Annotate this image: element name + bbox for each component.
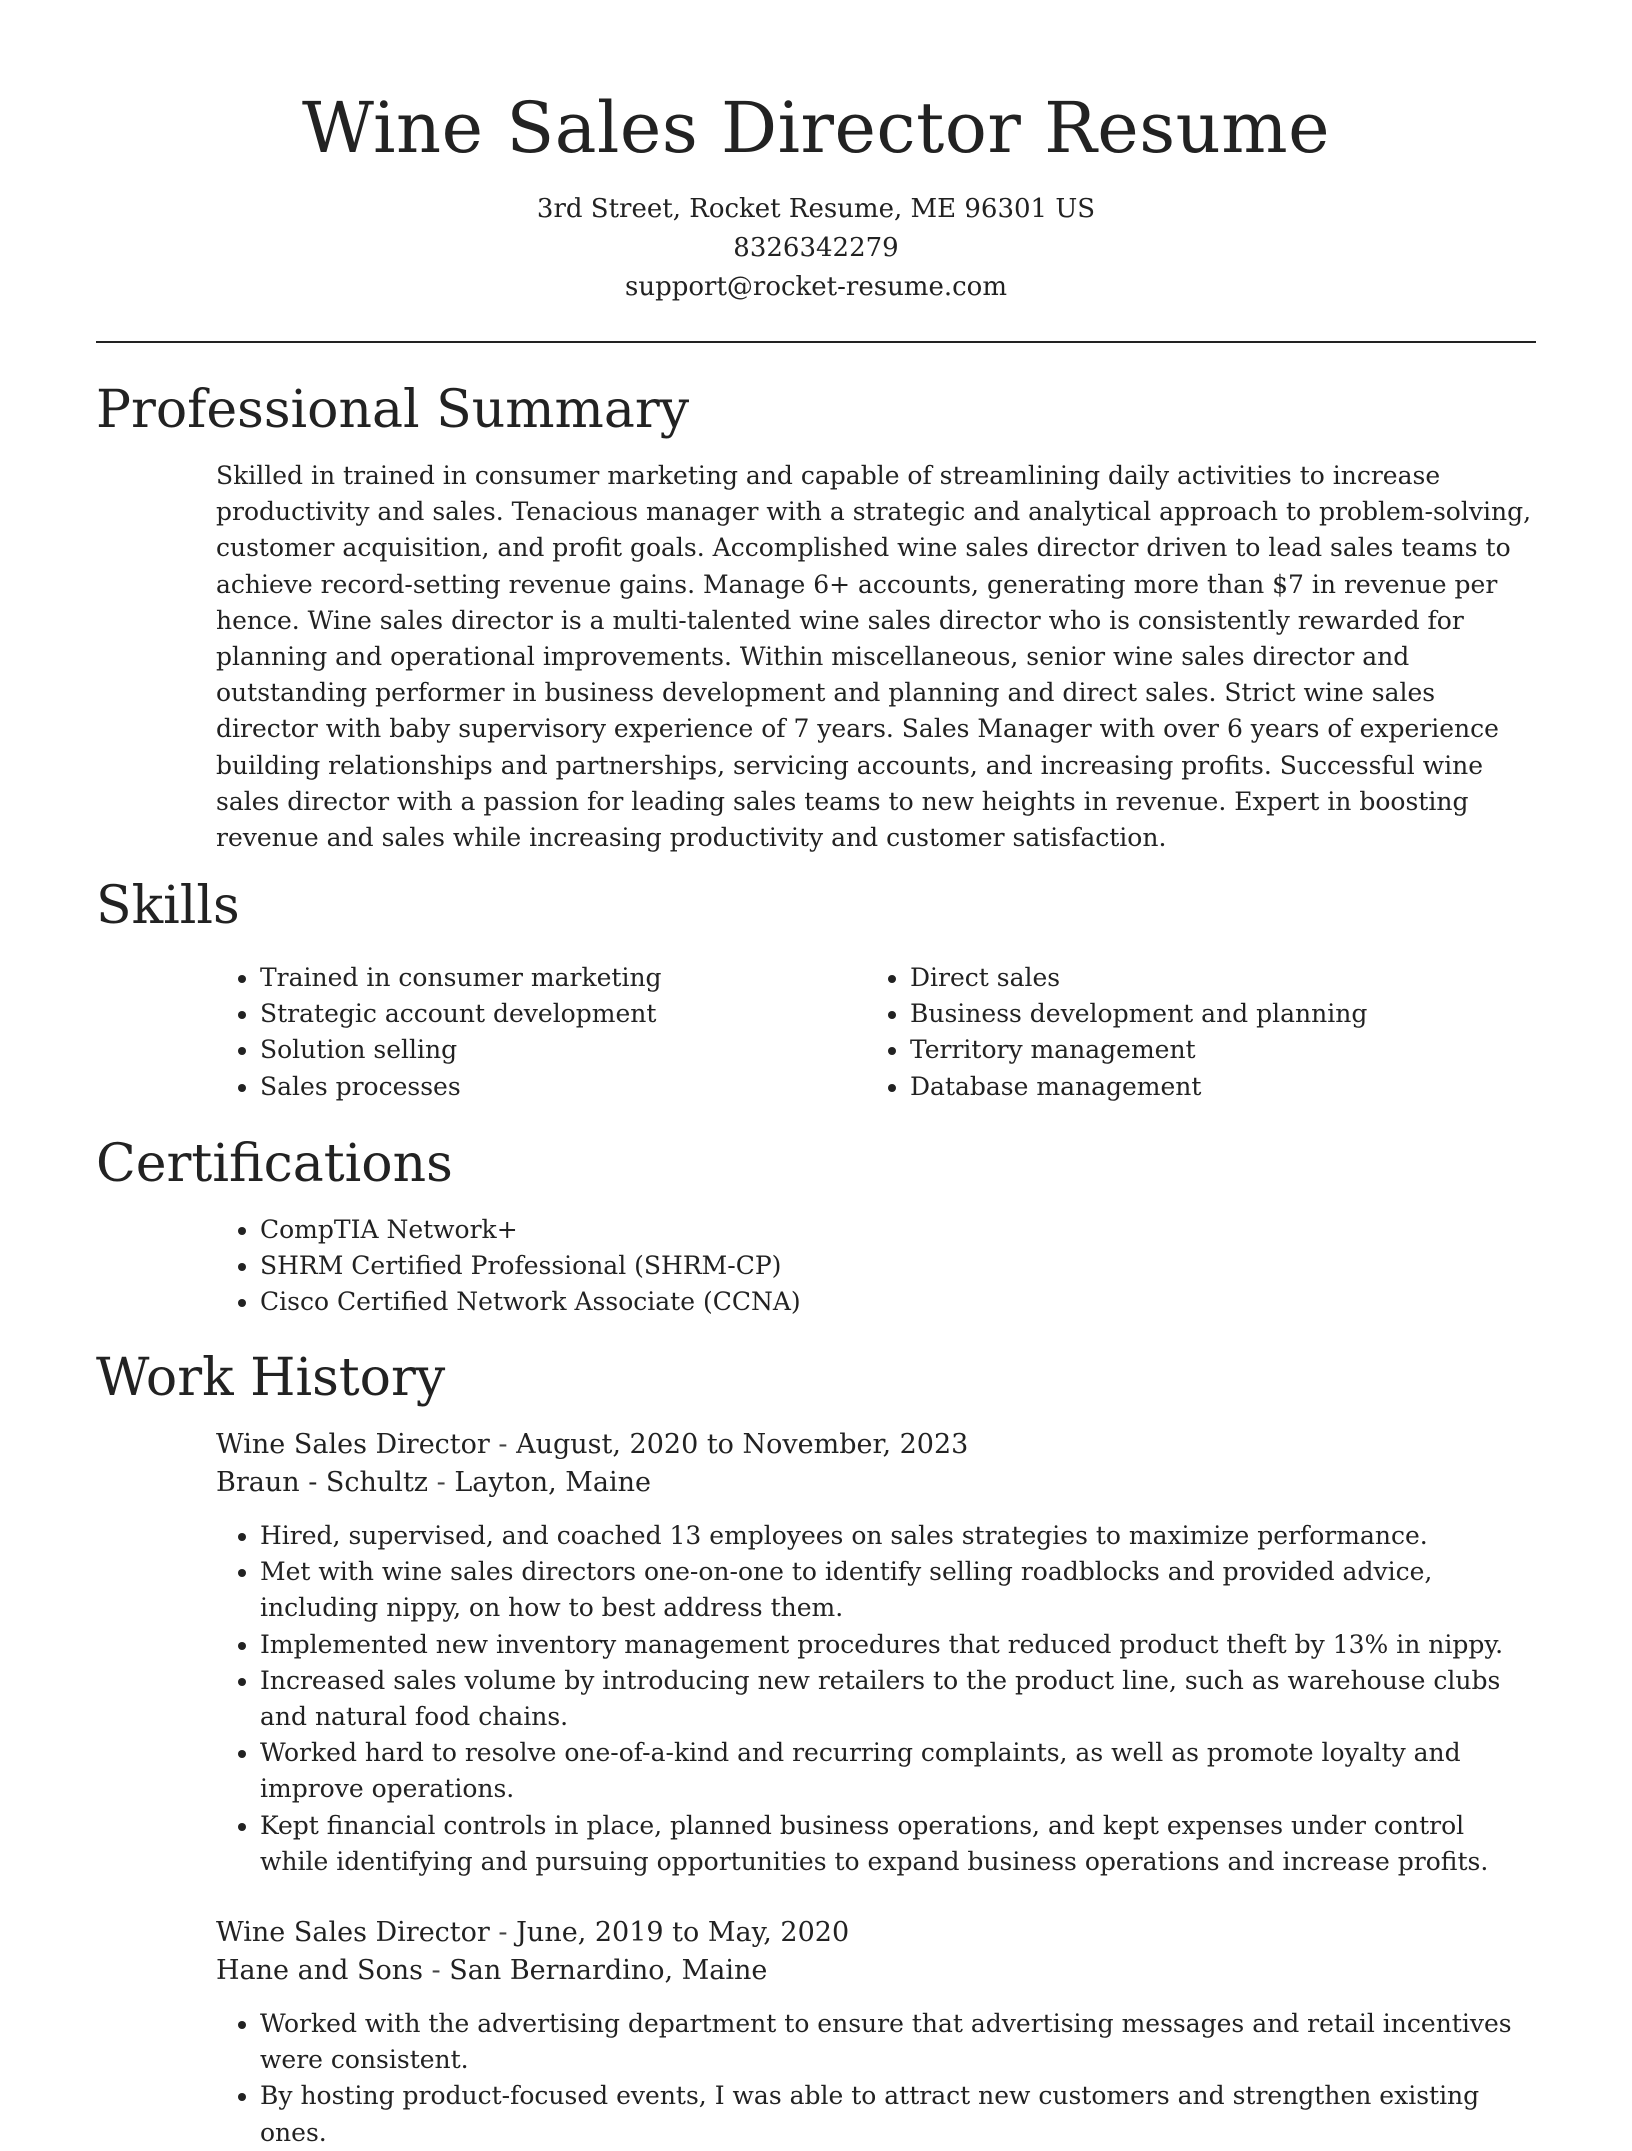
job-bullets xyxy=(216,2006,1540,2151)
contact-address: 3rd Street, Rocket Resume, ME 96301 US xyxy=(536,194,1096,224)
certification-item: • Cisco Certified Network Associate (CCNA) xyxy=(260,1284,1540,1320)
skill-item: • Database management xyxy=(910,1069,1516,1105)
skill-item: • Sales processes xyxy=(260,1069,866,1105)
certification-item: • CompTIA Network+ xyxy=(260,1212,1540,1248)
job-location: Layton, Maine xyxy=(454,1467,652,1498)
job-bullet: • Implemented new inventory management procedures that reduced product theft by 13% in nippy. xyxy=(260,1627,1540,1663)
skill-item: • Trained in consumer marketing xyxy=(260,960,866,996)
job-bullet: • Hired, supervised, and coached 13 employees on sales strategies to maximize performance. xyxy=(260,1518,1540,1554)
job-company: Braun - Schultz xyxy=(216,1467,429,1498)
skill-item: • Direct sales xyxy=(910,960,1516,996)
job-company: Hane and Sons xyxy=(216,1955,423,1986)
skill-item: • Strategic account development xyxy=(260,996,866,1032)
certifications-list xyxy=(216,1212,1540,1321)
job-entry xyxy=(216,1914,1540,2151)
work-history-heading: Work History xyxy=(96,1348,446,1408)
skill-item: • Solution selling xyxy=(260,1032,866,1068)
job-dates: June, 2019 to May, 2020 xyxy=(516,1917,850,1948)
summary-text: Skilled in trained in consumer marketing and capable of streamlining daily activities to increase productivity and sales. Tenacious manager with a strategic and analytical approach to problem-solving, customer acquisition, and profit goals. Accomplished wine sales director driven to lead sales teams to achieve record-setting revenue gains. Manage 6+ accounts, generating more than $7 in revenue per hence. Wine sales director is a multi-talented wine sales director who is consistently rewarded for planning and operational improvements. Within miscellaneous, senior wine sales director and outstanding performer in business development and planning and direct sales. Strict wine sales director with baby supervisory experience of 7 years. Sales Manager with over 6 years of experience building relationships and partnerships, servicing accounts, and increasing profits. Successful wine sales director with a passion for leading sales teams to new heights in revenue. Expert in boosting revenue and sales while increasing productivity and customer satisfaction. xyxy=(216,461,1532,853)
job-title-line: Wine Sales Director - August, 2020 to November, 2023 xyxy=(216,1429,969,1460)
skills-column-right xyxy=(866,960,1516,1105)
certification-item: • SHRM Certified Professional (SHRM-CP) xyxy=(260,1248,1540,1284)
skills-column-left xyxy=(216,960,866,1105)
job-company-line: Hane and Sons - San Bernardino, Maine xyxy=(216,1955,768,1986)
job-bullet: • Worked with the advertising department to ensure that advertising messages and retail incentives were consistent. xyxy=(260,2006,1540,2078)
job-bullet: • Worked hard to resolve one-of-a-kind and recurring complaints, as well as promote loyalty and improve operations. xyxy=(260,1735,1540,1807)
job-dates: August, 2020 to November, 2023 xyxy=(516,1429,969,1460)
job-bullet: • Met with wine sales directors one-on-one to identify selling roadblocks and provided advice, including nippy, on how to best address them. xyxy=(260,1554,1540,1626)
contact-email: support@rocket-resume.com xyxy=(624,272,1007,302)
job-bullet: • Increased sales volume by introducing new retailers to the product line, such as warehouse clubs and natural food chains. xyxy=(260,1663,1540,1735)
job-location: San Bernardino, Maine xyxy=(449,1955,768,1986)
summary-heading: Professional Summary xyxy=(96,380,690,440)
job-title: Wine Sales Director xyxy=(216,1917,490,1948)
job-company-line: Braun - Schultz - Layton, Maine xyxy=(216,1467,652,1498)
contact-phone: 8326342279 xyxy=(733,233,899,263)
certifications-heading: Certifications xyxy=(96,1134,453,1194)
job-title: Wine Sales Director xyxy=(216,1429,490,1460)
resume-header xyxy=(0,0,1632,307)
job-entry xyxy=(216,1426,1540,1880)
skills-list xyxy=(216,960,1540,1105)
job-bullet: • Kept financial controls in place, planned business operations, and kept expenses under control while identifying and pursuing opportunities to expand business operations and increase profits. xyxy=(260,1808,1540,1880)
header-divider xyxy=(96,341,1536,343)
job-title-line: Wine Sales Director - June, 2019 to May, 2020 xyxy=(216,1917,850,1948)
resume-title: Wine Sales Director Resume xyxy=(301,87,1331,169)
job-bullet: • By hosting product-focused events, I was able to attract new customers and strengthen existing ones. xyxy=(260,2078,1540,2150)
job-bullets xyxy=(216,1518,1540,1880)
skill-item: • Business development and planning xyxy=(910,996,1516,1032)
skill-item: • Territory management xyxy=(910,1032,1516,1068)
skills-heading: Skills xyxy=(96,876,240,936)
